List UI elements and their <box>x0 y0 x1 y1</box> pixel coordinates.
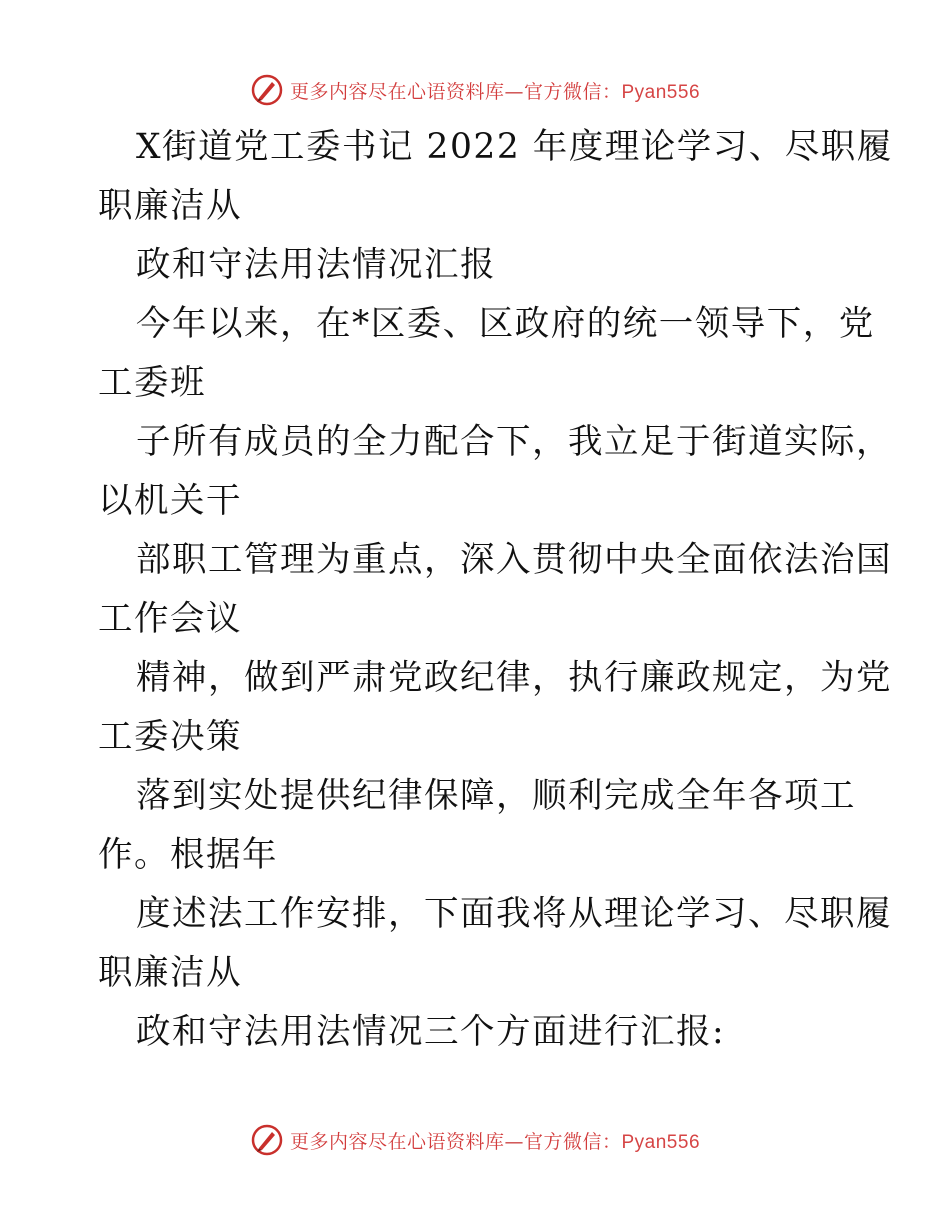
watermark-wechat-id: Pyan556 <box>621 1131 701 1153</box>
paragraph-line: 政和守法用法情况三个方面进行汇报: <box>136 1012 726 1052</box>
paragraph-line: 作。根据年 <box>98 835 278 875</box>
watermark-separator: — <box>504 1130 524 1153</box>
watermark-wechat-id: Pyan556 <box>621 81 701 103</box>
watermark-wechat-label: 官方微信： <box>523 80 622 103</box>
paragraph-line: 工委班 <box>98 363 206 403</box>
paragraph-line: 今年以来，在*区委、区政府的统一领导下，党 <box>136 304 875 344</box>
paragraph-line: 度述法工作安排，下面我将从理论学习、尽职履 <box>136 894 892 934</box>
paragraph-line: 精神，做到严肃党政纪律，执行廉政规定，为党 <box>136 658 892 698</box>
paragraph-line: 以机关干 <box>98 481 242 521</box>
paragraph-line: 职廉洁从 <box>98 953 242 993</box>
watermark-wechat-label: 官方微信： <box>523 1130 622 1153</box>
document-title-line-3: 政和守法用法情况汇报 <box>136 245 496 285</box>
quill-pen-icon <box>250 73 284 107</box>
document-body <box>98 118 893 1062</box>
watermark-banner-top <box>0 68 950 112</box>
watermark-banner-bottom <box>0 1118 950 1162</box>
paragraph-line: 子所有成员的全力配合下，我立足于街道实际， <box>136 422 892 462</box>
watermark-separator: — <box>504 80 524 103</box>
watermark-text <box>290 1127 700 1154</box>
paragraph-line: 部职工管理为重点，深入贯彻中央全面依法治国 <box>136 540 892 580</box>
watermark-site-text: 更多内容尽在心语资料库 <box>289 1130 505 1153</box>
paragraph-line: 工委决策 <box>98 717 242 757</box>
paragraph-line: 落到实处提供纪律保障，顺利完成全年各项工 <box>136 776 856 816</box>
document-title-line-2: 职廉洁从 <box>98 186 242 226</box>
paragraph-line: 工作会议 <box>98 599 242 639</box>
watermark-site-text: 更多内容尽在心语资料库 <box>289 80 505 103</box>
quill-pen-icon <box>250 1123 284 1157</box>
watermark-text <box>290 77 700 104</box>
document-title-line-1: X街道党工委书记 2022 年度理论学习、尽职履 <box>136 127 893 167</box>
